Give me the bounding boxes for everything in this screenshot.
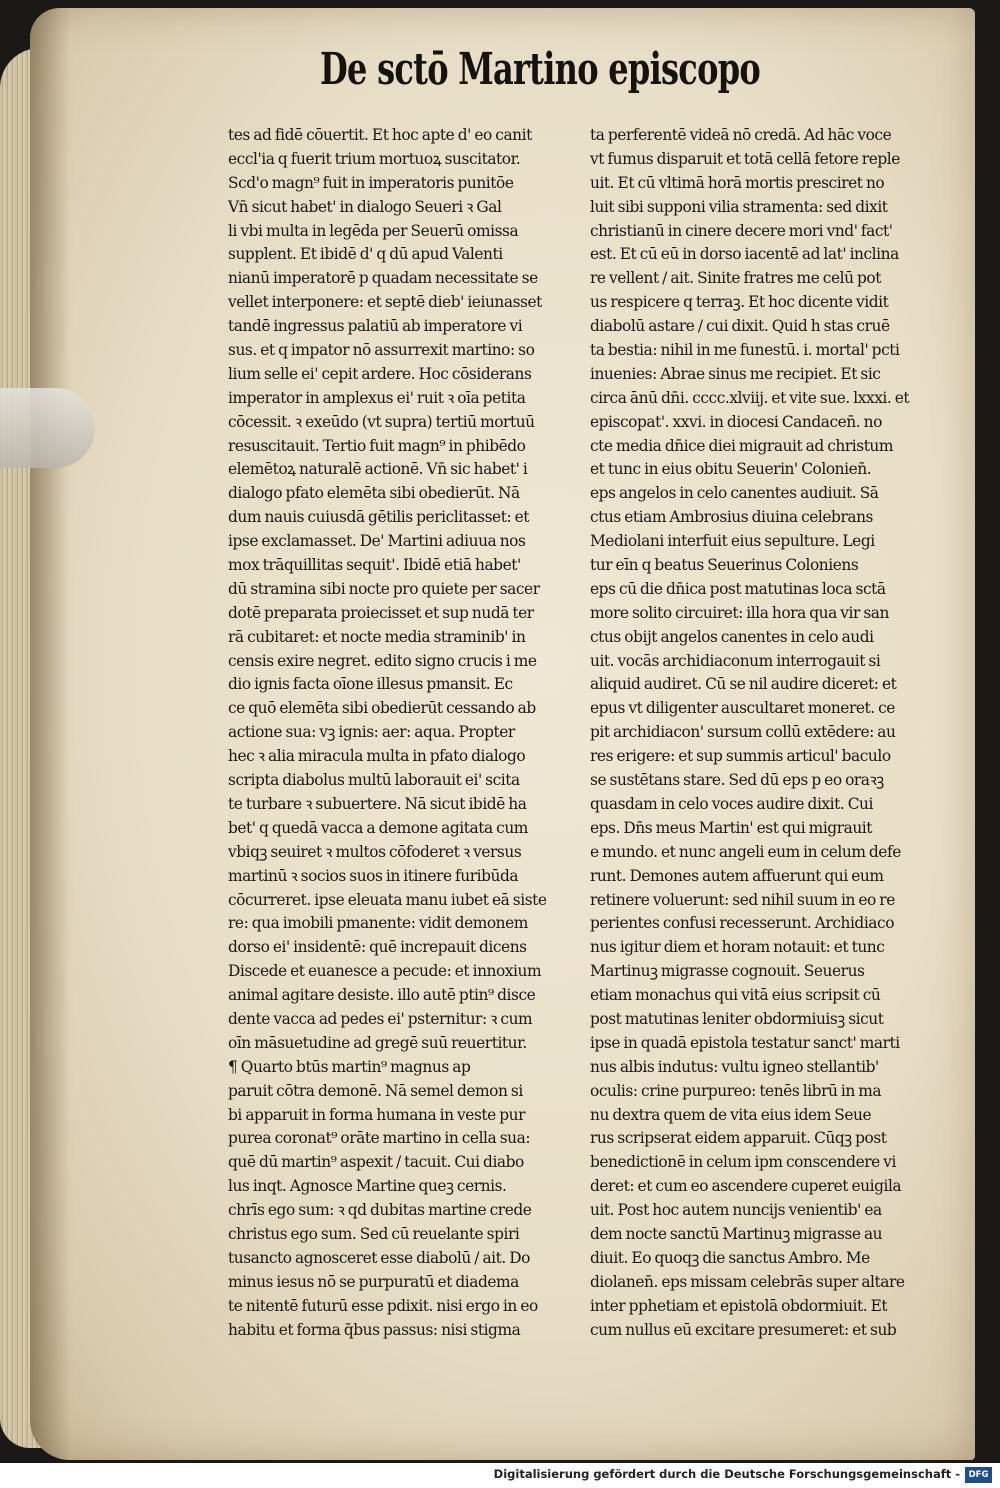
text-line: nus albis indutus: vultu igneo stellantib' xyxy=(590,1057,879,1076)
text-line: Martinuꝫ migrasse cognouit. Seuerus xyxy=(590,962,865,981)
text-line: ce quō elemēta sibi obedierūt cessando ab xyxy=(228,699,536,718)
text-line: ctus etiam Ambrosius diuina celebrans xyxy=(590,508,873,527)
text-line: dem nocte sanctū Martinuꝫ migrasse au xyxy=(590,1224,883,1243)
text-line: dorso ei' insidentē: quē increpauit dicens xyxy=(228,938,527,957)
text-line: christianū in cinere decere mori vnd' fact' xyxy=(590,221,893,240)
text-line: dotē preparata proiecisset et sup nudā ter xyxy=(228,603,534,622)
text-line: tandē ingressus palatiū ab imperatore vi xyxy=(228,317,523,336)
text-line: re vellent / ait. Sinite fratres me celū pot xyxy=(590,269,881,288)
text-line: etiam monachus qui vitā eius scripsit cū xyxy=(590,986,881,1005)
text-line: eps. Dn̄s meus Martin' est qui migrauit xyxy=(590,818,873,837)
text-line: paruit cōtra demonē. Nā semel demon si xyxy=(228,1081,523,1100)
svg-text:De sctō Martino episcopo: De sctō Martino episcopo xyxy=(320,44,760,95)
text-line: ipse in quadā epistola testatur sanct' marti xyxy=(590,1033,900,1052)
text-line: cte media dn̄ice diei migrauit ad christum xyxy=(590,436,894,455)
text-line: oculis: crine purpureo: tenēs librū in ma xyxy=(590,1081,882,1100)
text-line: nus igitur diem et horam notauit: et tunc xyxy=(590,938,885,957)
text-line: benedictionē in celum ipm conscendere vi xyxy=(590,1153,896,1172)
gutter-shadow xyxy=(30,8,70,1460)
text-line: ipse exclamasset. De' Martini adiuua nos xyxy=(228,532,526,551)
text-line: cum nullus eū excitare presumeret: et sub xyxy=(590,1320,897,1339)
text-line: mox trāquillitas sequit'. Ibidē etiā habet' xyxy=(228,556,521,575)
text-line: pit archidiacon' sursum collū extēdere: au xyxy=(590,723,896,742)
text-line: li vbi multa in legēda per Seuerū omissa xyxy=(228,221,519,240)
text-line: perientes confusi recesserunt. Archidiaco xyxy=(590,914,895,933)
text-line: nianū imperatorē p quadam necessitate se xyxy=(228,269,538,288)
text-line: uit. vocās archidiaconum interrogauit si xyxy=(590,651,881,670)
text-column-right xyxy=(590,124,935,1342)
text-line: episcopat'. xxvi. in diocesi Candacen̄. no xyxy=(590,412,882,431)
text-line: e mundo. et nunc angeli eum in celum defe xyxy=(590,842,901,861)
text-line: deret: et cum eo ascendere cuperet euigila xyxy=(590,1177,902,1196)
text-line: censis exire negret. edito signo crucis i me xyxy=(228,651,537,670)
text-line: imperator in amplexus ei' ruit ꝛ oīa petita xyxy=(228,388,526,407)
text-line: dialogo pfato elemēta sibi obedierūt. Nā xyxy=(228,484,520,503)
text-line: se sustētans stare. Sed dū eps p eo oraꝛꝫ xyxy=(590,771,884,790)
text-line: hec ꝛ alia miracula multa in pfato dialogo xyxy=(228,747,526,766)
text-line: purea coronat⁹ orāte martino in cella sua: xyxy=(228,1129,531,1148)
text-line: quasdam in celo voces audire dixit. Cui xyxy=(590,794,873,813)
text-line: tusancto agnosceret esse diabolū / ait. Do xyxy=(228,1248,530,1267)
text-line: re: qua imobili pmanente: vidit demonem xyxy=(228,914,528,933)
text-line: ta bestia: nihil in me funestū. i. mortal' pcti xyxy=(590,341,900,360)
text-line: runt. Demones autem affuerunt qui eum xyxy=(590,866,884,885)
text-line: oīn māsuetudine ad gregē suū reuertitur. xyxy=(228,1033,527,1052)
text-line: quē dū martin⁹ aspexit / tacuit. Cui diabo xyxy=(228,1153,524,1172)
text-line: tur eīn q beatus Seuerinus Coloniens xyxy=(590,556,859,575)
text-line: Mediolani interfuit eius sepulture. Legi xyxy=(590,532,875,551)
text-line: ta perferentē videā nō credā. Ad hāc voce xyxy=(590,126,892,144)
text-line: resuscitauit. Tertio fuit magn⁹ in phibēdo xyxy=(228,436,526,455)
text-line: Scd'o magn⁹ fuit in imperatoris punitōe xyxy=(228,173,514,192)
text-line: sus. et q impator nō assurrexit martino: so xyxy=(228,341,535,360)
text-line: bet' q quedā vacca a demone agitata cum xyxy=(228,818,528,837)
dfg-credit-text: Digitalisierung gefördert durch die Deutsche Forschungsgemeinschaft - xyxy=(493,1467,960,1481)
text-line: inuenies: Abrae sinus me recipiet. Et sic xyxy=(590,364,881,383)
text-line: bi apparuit in forma humana in veste pur xyxy=(228,1105,526,1124)
text-line: circa ānū dn̄i. cccc.xlviij. et vite sue. lxxxi. et xyxy=(590,388,910,407)
text-line: Discede et euanesce a pecude: et innoxium xyxy=(228,962,542,981)
text-line: dio ignis facta oīone illesus pmansit. Ec xyxy=(228,675,513,694)
text-line: ¶ Quarto btūs martin⁹ magnus ap xyxy=(228,1057,471,1076)
text-line: retinere voluerunt: sed nihil suum in eo re xyxy=(590,890,895,909)
text-line: Vn̄ sicut habet' in dialogo Seueri ꝛ Gal xyxy=(228,197,502,216)
text-line: eps angelos in celo canentes audiuit. Sā xyxy=(590,484,879,503)
text-line: rus scripserat eidem apparuit. Cūqꝫ post xyxy=(590,1129,887,1148)
page-title-figure xyxy=(320,38,765,100)
text-line: eps cū die dn̄ica post matutinas loca sctā xyxy=(590,579,886,598)
text-column-left xyxy=(228,124,573,1342)
text-line: et tunc in eius obitu Seuerin' Colonien̄. xyxy=(590,460,872,479)
text-line: supplent. Et ibidē d' q dū apud Valenti xyxy=(228,245,503,264)
book-scan xyxy=(0,8,1000,1463)
text-line: cōcurreret. ipse eleuata manu iubet eā siste xyxy=(228,890,547,909)
text-line: epus vt diligenter auscultaret moneret. ce xyxy=(590,699,895,718)
text-line: diabolū astare / cui dixit. Quid h stas cruē xyxy=(590,317,890,336)
text-line: diolanen̄. eps missam celebrās super altare xyxy=(590,1272,905,1291)
text-line: luit sibi supponi vilia stramenta: sed dixit xyxy=(590,197,888,216)
text-line: more solito circuiret: illa hora qua vir san xyxy=(590,603,889,622)
text-line: christus ego sum. Sed cū reuelante spiri xyxy=(228,1224,520,1243)
text-line: cōcessit. ꝛ exeūdo (vt supra) tertiū mortuū xyxy=(228,412,535,431)
text-line: post matutinas leniter obdormiuisꝫ sicut xyxy=(590,1009,884,1028)
text-line: te turbare ꝛ subuertere. Nā sicut ibidē ha xyxy=(228,794,527,813)
text-line: chrīs ego sum: ꝛ qd dubitas martine crede xyxy=(228,1201,532,1220)
text-line: inter pphetiam et epistolā obdormiuit. Et xyxy=(590,1296,888,1315)
text-line: uit. Et cū vltimā horā mortis presciret no xyxy=(590,173,885,192)
text-line: us respicere q terraꝫ. Et hoc dicente vidit xyxy=(590,293,889,312)
book-clip xyxy=(0,388,95,468)
text-line: est. Et cū eū in dorso iacentē ad lat' inclina xyxy=(590,245,899,264)
text-line: scripta diabolus multū laborauit ei' scita xyxy=(228,771,520,790)
text-line: dū stramina sibi nocte pro quiete per sacer xyxy=(228,579,540,598)
text-line: diuit. Eo quoqꝫ die sanctus Ambro. Me xyxy=(590,1248,870,1267)
text-line: rā cubitaret: et nocte media straminib' in xyxy=(228,627,526,646)
text-line: habitu et forma q̄bus passus: nisi stigma xyxy=(228,1320,521,1339)
text-line: vbiqꝫ seuiret ꝛ multos cōfoderet ꝛ versus xyxy=(228,842,522,861)
text-line: martinū ꝛ socios suos in itinere furibūda xyxy=(228,866,519,885)
text-line: dum nauis cuiusdā gētilis periclitasset: et xyxy=(228,508,530,527)
text-line: tes ad fidē cōuertit. Et hoc apte d' eo canit xyxy=(228,126,532,144)
text-line: uit. Post hoc autem nuncijs venientib' ea xyxy=(590,1201,882,1220)
text-line: lus inqt. Agnosce Martine queꝫ cernis. xyxy=(228,1177,507,1196)
text-line: vt fumus disparuit et totā cellā fetore reple xyxy=(590,149,900,168)
text-line: eccl'ia q fuerit trium mortuoꝝ suscitator. xyxy=(228,149,521,168)
text-line: nu dextra quem de vita eius idem Seue xyxy=(590,1105,872,1124)
text-line: vellet interponere: et septē dieb' ieiunasset xyxy=(228,293,542,312)
text-line: actione sua: vꝫ ignis: aer: aqua. Propter xyxy=(228,723,515,742)
text-line: animal agitare desiste. illo autē ptin⁹ disce xyxy=(228,986,536,1005)
credit-bar xyxy=(0,1463,1000,1488)
text-line: aliquid audiret. Cū se nil audire diceret: et xyxy=(590,675,897,694)
text-line: te nitentē futurū esse pdixit. nisi ergo in eo xyxy=(228,1296,538,1315)
text-line: res erigere: et sup summis articul' baculo xyxy=(590,747,891,766)
text-line: elemētoꝝ naturalē actionē. Vn̄ sic habet' i xyxy=(228,460,528,479)
text-line: ctus obijt angelos canentes in celo audi xyxy=(590,627,874,646)
text-line: lium selle ei' cepit ardere. Hoc cōsiderans xyxy=(228,364,532,383)
text-line: dente vacca ad pedes ei' psternitur: ꝛ cum xyxy=(228,1009,533,1028)
dfg-logo: DFG xyxy=(965,1467,992,1483)
text-line: minus iesus nō se purpuratū et diadema xyxy=(228,1272,519,1291)
